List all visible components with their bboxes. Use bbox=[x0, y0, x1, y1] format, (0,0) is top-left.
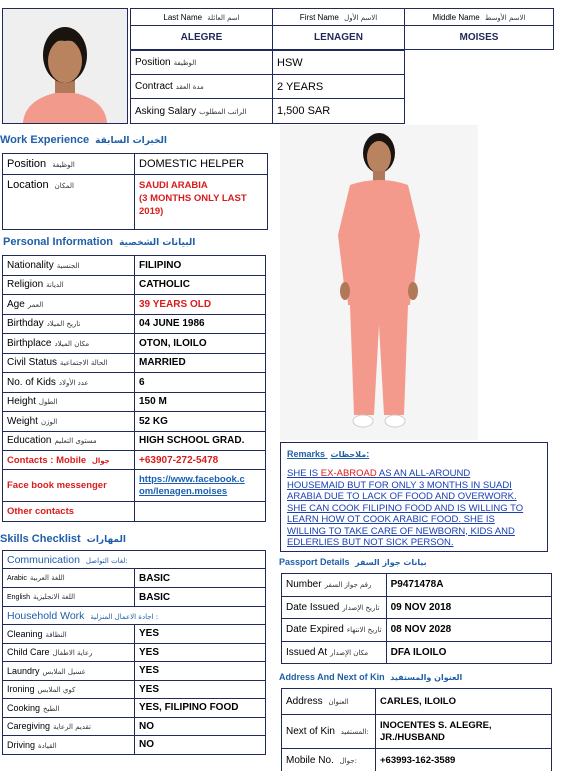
row-label bbox=[3, 662, 135, 681]
last-name-value: ALEGRE bbox=[131, 26, 273, 50]
facebook-label: Face book messenger bbox=[3, 470, 135, 502]
row-label-arabic: مكان الإصدار bbox=[330, 648, 369, 657]
personal-row bbox=[3, 256, 266, 276]
other-contacts-value bbox=[135, 502, 266, 522]
passport-row bbox=[282, 596, 552, 619]
row-label bbox=[3, 392, 135, 412]
facebook-link[interactable]: https://www.facebook.c om/lenagen.moises bbox=[135, 470, 266, 502]
row-value: YES bbox=[135, 662, 266, 681]
row-label-arabic: الجنسية bbox=[56, 261, 80, 270]
full-body-photo bbox=[280, 125, 478, 440]
row-label-text: Number bbox=[286, 579, 322, 591]
salary-label: Asking Salary الراتب المطلوب bbox=[131, 99, 273, 124]
row-label-arabic: الديانة bbox=[46, 281, 64, 290]
row-label bbox=[3, 717, 135, 736]
row-label-arabic: تقديم الرعاية bbox=[53, 723, 91, 732]
work-position-label: Position الوظيفة bbox=[3, 154, 135, 175]
row-value: YES bbox=[135, 643, 266, 662]
row-label bbox=[3, 431, 135, 451]
last-name-header: Last Name اسم العائلة bbox=[131, 9, 273, 26]
row-label-text: Laundry bbox=[7, 665, 40, 676]
row-label-arabic: رعاية الاطفال bbox=[52, 649, 93, 658]
row-value: DFA ILOILO bbox=[386, 641, 551, 664]
row-label-arabic: غسيل الملابس bbox=[42, 667, 86, 676]
household-task-row bbox=[3, 625, 266, 644]
work-experience-title: Work Experience الخبرات السابقة bbox=[0, 134, 167, 146]
row-label-text: Cooking bbox=[7, 702, 41, 713]
row-label-arabic: تاريخ الإصدار bbox=[342, 603, 380, 612]
row-label-text: English bbox=[7, 594, 30, 601]
communication-header: Communication لغات التواصل: bbox=[3, 551, 266, 569]
row-label-text: Civil Status bbox=[7, 357, 58, 369]
row-label-arabic: مكان الميلاد bbox=[54, 339, 90, 348]
address-value: CARLES, ILOILO bbox=[376, 689, 552, 715]
household-task-row bbox=[3, 662, 266, 681]
household-task-row bbox=[3, 736, 266, 755]
remarks-title: Remarks ملاحظات: bbox=[287, 449, 370, 459]
row-label bbox=[282, 596, 387, 619]
row-label bbox=[3, 643, 135, 662]
row-label bbox=[3, 699, 135, 718]
position-label: Position الوظيفة bbox=[131, 51, 273, 75]
row-label-text: Birthday bbox=[7, 318, 44, 330]
row-label bbox=[282, 641, 387, 664]
personal-info-table bbox=[2, 255, 266, 522]
row-label-text: Caregiving bbox=[7, 721, 51, 732]
row-value: NO bbox=[135, 717, 266, 736]
row-label-text: Religion bbox=[7, 279, 44, 291]
row-value: FILIPINO bbox=[135, 256, 266, 276]
row-label-text: Driving bbox=[7, 739, 36, 750]
row-label bbox=[3, 412, 135, 432]
row-label bbox=[3, 353, 135, 373]
row-label-text: Child Care bbox=[7, 647, 50, 658]
row-label bbox=[3, 314, 135, 334]
skills-table bbox=[2, 550, 266, 755]
contract-value: 2 YEARS bbox=[273, 75, 405, 99]
name-table bbox=[130, 8, 554, 50]
work-position-value: DOMESTIC HELPER bbox=[135, 154, 268, 175]
row-label-arabic: العمر bbox=[27, 300, 44, 309]
personal-info-title: Personal Information البيانات الشخصية bbox=[3, 236, 196, 248]
row-label bbox=[3, 334, 135, 354]
row-label-text: Education bbox=[7, 435, 52, 447]
row-value: MARRIED bbox=[135, 353, 266, 373]
personal-row bbox=[3, 373, 266, 393]
personal-row bbox=[3, 295, 266, 315]
personal-row bbox=[3, 275, 266, 295]
work-location-label: Location المكان bbox=[3, 175, 135, 230]
work-experience-table bbox=[2, 153, 268, 230]
row-value: 6 bbox=[135, 373, 266, 393]
row-label-text: Height bbox=[7, 396, 36, 408]
row-value: P9471478A bbox=[386, 574, 551, 597]
salary-value: 1,500 SAR bbox=[273, 99, 405, 124]
row-value: YES bbox=[135, 680, 266, 699]
row-label bbox=[3, 569, 135, 588]
personal-row bbox=[3, 392, 266, 412]
job-terms-table bbox=[130, 50, 405, 124]
row-label bbox=[3, 275, 135, 295]
row-label-text: No. of Kids bbox=[7, 376, 56, 388]
personal-row bbox=[3, 314, 266, 334]
row-label-arabic: الحالة الاجتماعية bbox=[60, 359, 108, 368]
row-value: 08 NOV 2028 bbox=[386, 619, 551, 642]
remarks-box bbox=[280, 442, 548, 552]
personal-row bbox=[3, 334, 266, 354]
headshot-photo bbox=[2, 8, 128, 124]
row-value: CATHOLIC bbox=[135, 275, 266, 295]
row-label-text: Nationality bbox=[7, 259, 54, 271]
passport-row bbox=[282, 641, 552, 664]
row-value: YES, FILIPINO FOOD bbox=[135, 699, 266, 718]
remarks-text: SHE IS EX-ABROAD AS AN ALL-AROUND HOUSEMAID BUT FOR ONLY 3 MONTHS IN SUADI ARABIA DUE TO LACK OF FOOD AND OVERWORK. SHE CAN COOK FILIPINO FOOD AND IS WILLING TO LEARN HOW OT COOK ARABIC FOOD. SHE IS WILLING TO TAKE CARE OF NEWBORN, KIDS AND EDLERLIES BUT NOT SICK PERSON. bbox=[287, 468, 524, 548]
row-label bbox=[282, 574, 387, 597]
passport-row bbox=[282, 574, 552, 597]
address-table bbox=[281, 688, 552, 771]
contact-mobile-label: Contacts : Mobile جوال bbox=[3, 451, 135, 470]
household-header: Household Work اجادة الاعمال المنزلية : bbox=[3, 607, 266, 625]
position-value: HSW bbox=[273, 51, 405, 75]
address-label: Address العنوان bbox=[282, 689, 376, 715]
row-label-arabic: تاريخ الميلاد bbox=[46, 320, 81, 329]
row-label-arabic: الطول bbox=[38, 398, 58, 407]
row-value: NO bbox=[135, 736, 266, 755]
row-label-text: Ironing bbox=[7, 684, 35, 695]
row-value: OTON, ILOILO bbox=[135, 334, 266, 354]
personal-row bbox=[3, 431, 266, 451]
household-task-row bbox=[3, 680, 266, 699]
row-label-arabic: تاريخ الانتهاء bbox=[346, 626, 382, 635]
row-label-arabic: القيادة bbox=[38, 741, 57, 750]
other-contacts-label: Other contacts bbox=[3, 502, 135, 522]
row-value: 150 M bbox=[135, 392, 266, 412]
contract-label: Contract مدة العقد bbox=[131, 75, 273, 99]
row-label bbox=[282, 619, 387, 642]
row-label-text: Date Issued bbox=[286, 601, 340, 613]
address-title: Address And Next of Kin العنوان والمستفيد bbox=[279, 672, 463, 682]
row-value: 04 JUNE 1986 bbox=[135, 314, 266, 334]
row-value: 52 KG bbox=[135, 412, 266, 432]
row-label bbox=[3, 295, 135, 315]
passport-row bbox=[282, 619, 552, 642]
passport-title: Passport Details بيانات جواز السفر bbox=[279, 557, 427, 567]
kin-mobile-value: +63993-162-3589 bbox=[376, 749, 552, 771]
work-location-value: SAUDI ARABIA (3 MONTHS ONLY LAST 2019) bbox=[135, 175, 268, 230]
household-task-row bbox=[3, 699, 266, 718]
first-name-value: LENAGEN bbox=[273, 26, 405, 50]
row-label-arabic: اللغة الانجليزية bbox=[32, 593, 76, 601]
row-label bbox=[3, 736, 135, 755]
contact-mobile-value: +63907-272-5478 bbox=[135, 451, 266, 470]
row-label-arabic: كوي الملابس bbox=[37, 686, 76, 695]
row-label-text: Age bbox=[7, 298, 25, 310]
row-label-text: Weight bbox=[7, 415, 38, 427]
household-task-row bbox=[3, 717, 266, 736]
row-value: HIGH SCHOOL GRAD. bbox=[135, 431, 266, 451]
next-of-kin-label: Next of Kin المستفيد: bbox=[282, 715, 376, 749]
row-label-text: Date Expired bbox=[286, 624, 344, 636]
row-label-arabic: رقم جواز السفر bbox=[324, 581, 372, 590]
row-label-text: Birthplace bbox=[7, 337, 52, 349]
row-label bbox=[3, 373, 135, 393]
person-full-body-image bbox=[280, 125, 478, 440]
next-of-kin-value: INOCENTES S. ALEGRE, JR./HUSBAND bbox=[376, 715, 552, 749]
row-value: 09 NOV 2018 bbox=[386, 596, 551, 619]
middle-name-value: MOISES bbox=[405, 26, 554, 50]
row-label-text: Issued At bbox=[286, 646, 328, 658]
row-value: YES bbox=[135, 625, 266, 644]
row-label bbox=[3, 588, 135, 607]
household-task-row bbox=[3, 643, 266, 662]
person-headshot-image bbox=[3, 9, 127, 123]
first-name-header: First Name الاسم الأول bbox=[273, 9, 405, 26]
row-value: BASIC bbox=[135, 588, 266, 607]
row-label-text: Arabic bbox=[7, 575, 27, 582]
language-row bbox=[3, 569, 266, 588]
row-label-arabic: عدد الأولاد bbox=[58, 378, 89, 387]
row-label-arabic: اللغة العربية bbox=[29, 574, 65, 582]
row-label-arabic: مستوى التعليم bbox=[54, 437, 97, 446]
row-label bbox=[3, 256, 135, 276]
row-label-arabic: الطبخ bbox=[43, 704, 60, 713]
row-value: 39 YEARS OLD bbox=[135, 295, 266, 315]
personal-row bbox=[3, 353, 266, 373]
row-label bbox=[3, 680, 135, 699]
language-row bbox=[3, 588, 266, 607]
row-label-arabic: الوزن bbox=[40, 417, 58, 426]
personal-row bbox=[3, 412, 266, 432]
skills-title: Skills Checklist المهارات bbox=[0, 533, 126, 545]
middle-name-header: Middle Name الاسم الأوسط bbox=[405, 9, 554, 26]
row-label bbox=[3, 625, 135, 644]
passport-table bbox=[281, 573, 552, 664]
kin-mobile-label: Mobile No. جوال: bbox=[282, 749, 376, 771]
row-label-text: Cleaning bbox=[7, 628, 43, 639]
row-value: BASIC bbox=[135, 569, 266, 588]
row-label-arabic: النظافة bbox=[45, 630, 67, 639]
